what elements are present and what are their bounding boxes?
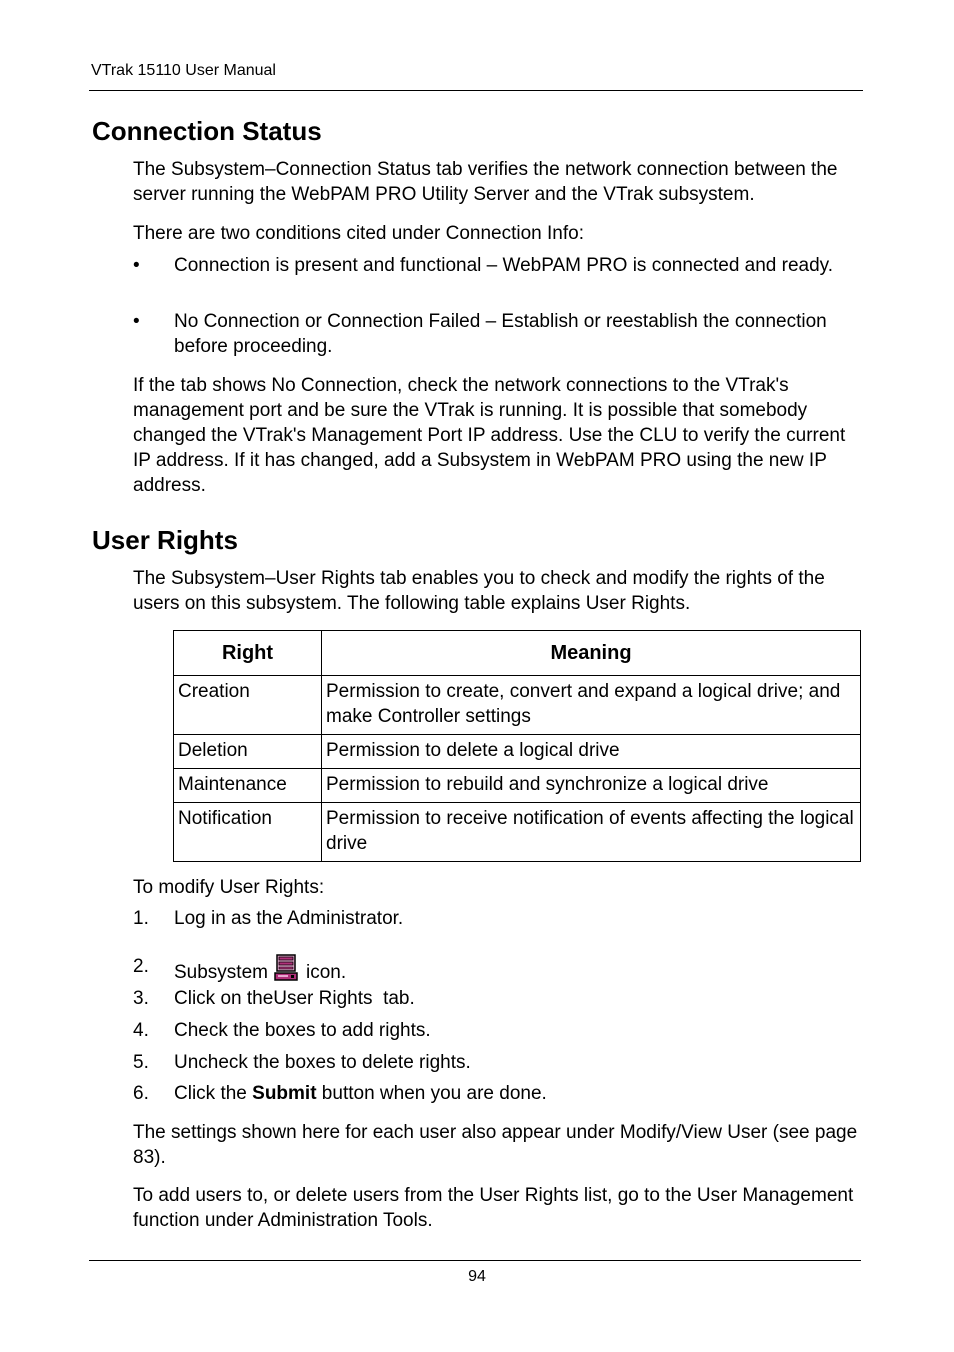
step-text: Log in as the Administrator. — [174, 908, 404, 929]
bullet-marker: • — [133, 255, 140, 276]
meaning-cell: Permission to delete a logical drive — [322, 735, 861, 769]
step-text: Check the boxes to add rights. — [174, 1020, 431, 1041]
right-cell: Creation — [174, 676, 322, 735]
step-text: Uncheck the boxes to delete rights. — [174, 1052, 471, 1073]
modify-lead: To modify User Rights: — [133, 877, 325, 898]
step-number: 6. — [133, 1083, 149, 1104]
right-cell: Notification — [174, 803, 322, 862]
connection-intro: The Subsystem–Connection Status tab verifies the network connection between the server running the WebPAM PRO Utility Server and the VTrak subsystem. — [133, 159, 838, 205]
header-rule — [89, 90, 863, 91]
user-rights-table — [173, 630, 861, 862]
right-cell: Maintenance — [174, 769, 322, 803]
column-header-right: Right — [174, 631, 322, 676]
step-text-before: Subsystem — [174, 962, 268, 983]
settings-note: The settings shown here for each user also appear under Modify/View User (see page 83). — [133, 1122, 858, 1168]
step-text — [174, 1081, 834, 1106]
step-item — [133, 946, 863, 983]
page-number: 94 — [468, 1268, 486, 1285]
user-rights-intro: The Subsystem–User Rights tab enables you to check and modify the rights of the users on this subsystem. The following table explains User Rights. — [133, 568, 825, 614]
meaning-cell: Permission to create, convert and expand a logical drive; and make Controller settings — [322, 676, 861, 735]
step-number: 4. — [133, 1020, 149, 1041]
add-users-note: To add users to, or delete users from the User Rights list, go to the User Management function under Administration Tools. — [133, 1185, 854, 1231]
step-number: 1. — [133, 908, 149, 929]
submit-label: Submit — [252, 1083, 317, 1104]
step-text-after: icon. — [305, 962, 347, 983]
subsystem-icon — [274, 954, 300, 982]
meaning-cell: Permission to rebuild and synchronize a logical drive — [322, 769, 861, 803]
bullet-text: No Connection or Connection Failed – Establish or reestablish the connection before proceeding. — [174, 311, 827, 357]
running-header: VTrak 15110 User Manual — [91, 62, 276, 79]
step-text-before: Click the — [174, 1083, 253, 1104]
bullet-marker: • — [133, 311, 140, 332]
column-header-meaning: Meaning — [322, 631, 861, 676]
footer-rule — [89, 1260, 861, 1261]
troubleshoot-paragraph: If the tab shows No Connection, check the network connections to the VTrak's management port and be sure the VTrak is running. It is possible that somebody changed the VTrak's Management Port IP address. Use the CLU to verify the current IP address. If it has changed, add a Subsystem in WebPAM PRO using the new IP address. — [133, 375, 846, 496]
step-number: 3. — [133, 988, 149, 1009]
heading-connection-status: Connection Status — [92, 116, 322, 146]
step-text — [174, 954, 834, 985]
table-row — [174, 769, 861, 803]
step-text-after: button when you are done. — [316, 1083, 547, 1104]
step-text: Click on theUser Rights tab. — [174, 988, 415, 1009]
meaning-cell: Permission to receive notification of events affecting the logical drive — [322, 803, 861, 862]
step-number: 2. — [133, 956, 149, 977]
step-number: 5. — [133, 1052, 149, 1073]
table-row — [174, 803, 861, 862]
table-row — [174, 676, 861, 735]
table-row — [174, 735, 861, 769]
bullet-text: Connection is present and functional – WebPAM PRO is connected and ready. — [174, 255, 834, 276]
right-cell: Deletion — [174, 735, 322, 769]
heading-user-rights: User Rights — [92, 525, 238, 555]
conditions-lead: There are two conditions cited under Connection Info: — [133, 223, 584, 244]
table-header-row — [174, 631, 861, 676]
